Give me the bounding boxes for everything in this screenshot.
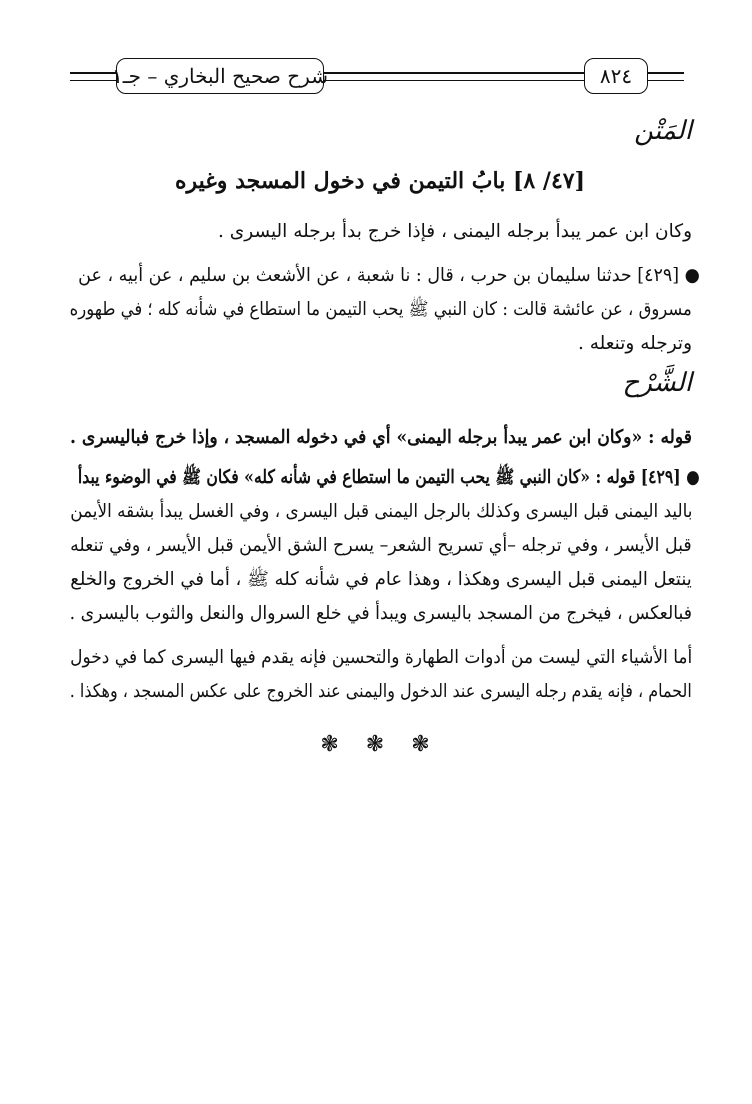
header-rule-left-thin — [70, 80, 118, 81]
sharh-line: باليد اليمنى قبل اليسرى وكذلك بالرجل اليمنى قبل اليسرى ، وفي الغسل يبدأ بشقه الأيمن — [69, 501, 692, 522]
matn-line: وترجله وتنعله . — [577, 333, 692, 354]
sharh-line: ينتعل اليمنى قبل اليسرى وهكذا ، وهذا عام في شأنه كله ﷺ ، أما في الخروج والخلع — [70, 569, 692, 590]
matn-line: مسروق ، عن عائشة قالت : كان النبي ﷺ يحب التيمن ما استطاع في شأنه كله ؛ في طهوره — [69, 299, 692, 320]
header-rule-right — [648, 72, 684, 74]
sharh-line: فبالعكس ، فيخرج من المسجد باليسرى ويبدأ في خلع السروال والنعل والثوب باليسرى . — [69, 603, 692, 624]
running-title — [112, 58, 328, 94]
sharh-line: أما الأشياء التي ليست من أدوات الطهارة والتحسين فإنه يقدم فيها اليسرى كما في دخول — [69, 647, 692, 668]
page-number-text: ٨٢٤ — [599, 64, 633, 88]
sharh-label: الشَّرْح — [622, 368, 692, 398]
page-number — [584, 58, 648, 94]
sharh-line: ● [٤٢٩] قوله : «كان النبي ﷺ يحب التيمن ما استطاع في شأنه كله» فكان ﷺ في الوضوء يبدأ — [78, 467, 700, 488]
matn-line: ● [٤٢٩] حدثنا سليمان بن حرب ، قال : نا شعبة ، عن الأشعث بن سليم ، عن أبيه ، عن — [78, 265, 700, 286]
section-separator: ❃ ❃ ❃ — [320, 732, 440, 757]
sharh-line: قوله : «وكان ابن عمر يبدأ برجله اليمنى» أي في دخوله المسجد ، وإذا خرج فباليسرى . — [70, 427, 692, 448]
header-rule-left — [70, 72, 118, 74]
matn-label: المَتْن — [634, 116, 692, 146]
header-rule-middle-thin — [324, 80, 586, 81]
matn-line: وكان ابن عمر يبدأ برجله اليمنى ، فإذا خرج بدأ برجله اليسرى . — [218, 221, 692, 242]
sharh-line: الحمام ، فإنه يقدم رجله اليسرى عند الدخول واليمنى عند الخروج على عكس المسجد ، وهكذا . — [69, 681, 692, 702]
header-rule-right-thin — [648, 80, 684, 81]
sharh-line: قبل الأيسر ، وفي ترجله –أي تسريح الشعر– يسرح الشق الأيمن قبل الأيسر ، وفي تنعله — [70, 535, 692, 556]
chapter-title: [٤٧/ ٨] بابُ التيمن في دخول المسجد وغيره — [175, 168, 585, 194]
running-title-text: شرح صحيح البخاري – جـ١ — [112, 64, 328, 88]
header-rule-middle — [324, 72, 586, 74]
